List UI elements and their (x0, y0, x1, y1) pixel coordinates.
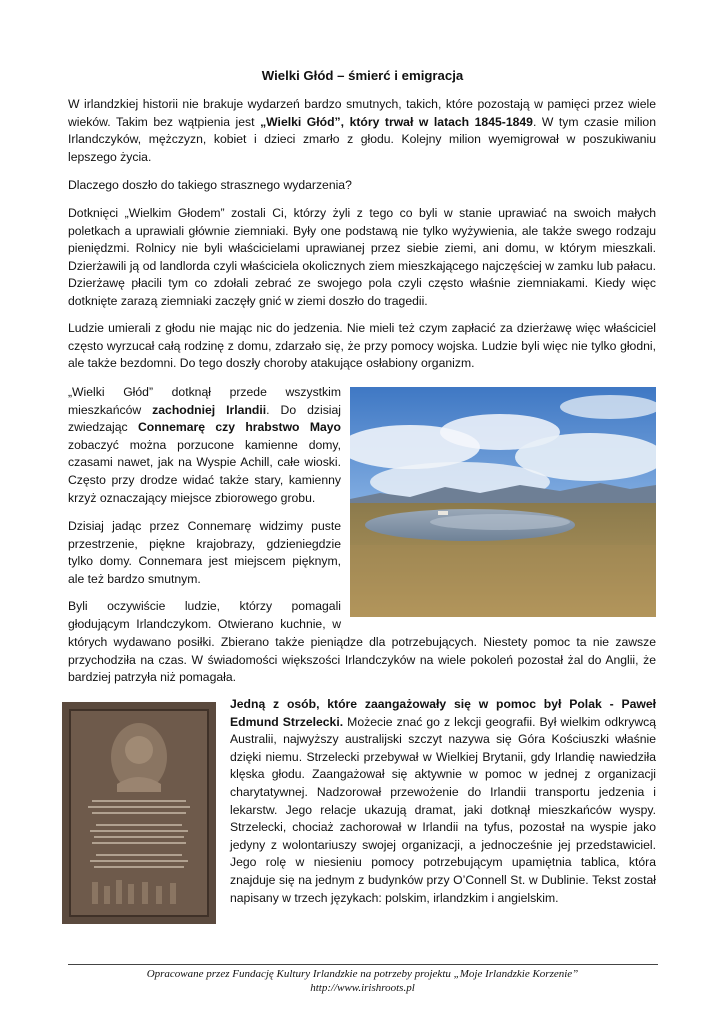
plaque-image (62, 702, 216, 924)
bold-text: „Wielki Głód”, który trwał w latach 1845-1849 (260, 114, 533, 129)
text-segment: Możecie znać go z lekcji geografii. Był wielkim odkrywcą Australii, najwyższy australijski szczyt nazywa się Góra Kościuszki właśnie dzięki niemu. Strzelecki przebywał w Wielkiej Brytanii, gdy Irlandię nawiedziła klęska głodu. Zaangażował się aktywnie w pomoc w jednej z organizacji charytatywnej. Nadzorował przewożenie do Irlandii transportu jedzenia i lekarstw. Jego relacje ukazują dramat, jaki dotknął mieszkańców wyspy. Strzelecki, chociaż zachorował w Irlandii na tyfus, pozostał na wyspie jako jedyny z wolontariuszy swojej organizacji, a jednocześnie jej przedstawiciel. Jego rolę w niesieniu pomocy potrzebującym upamiętnia tablica, która znajduje się na jednym z budynków przy O’Connell St. w Dublinie. Tekst został napisany w trzech językach: polskim, irlandzkim i angielskim. (230, 714, 656, 905)
paragraph-question: Dlaczego doszło do takiego strasznego wydarzenia? (68, 178, 352, 192)
footer-credit: Opracowane przez Fundację Kultury Irlandzkie na potrzeby projektu „Moje Irlandzkie Korzenie” (146, 968, 579, 980)
bold-text: Connemarę czy hrabstwo Mayo (137, 420, 341, 435)
text-segment: „Wielki Głód” dotknął przede wszystkim mieszkańców (68, 385, 341, 417)
landscape-photo (350, 387, 656, 617)
text-segment: . Do dzisiaj zwiedzając (68, 402, 341, 435)
bold-text: zachodniej Irlandii (152, 402, 267, 417)
footer-url[interactable]: http://www.irishroots.pl (310, 982, 415, 994)
paragraph-help-start: Byli oczywiście ludzie, którzy pomagali głodującym Irlandczykom. Otwierano kuchnie, w (68, 599, 341, 631)
footer-divider (68, 964, 658, 965)
plaque-photo (62, 702, 216, 924)
page-title: Wielki Głód – śmierć i emigracja (261, 68, 464, 83)
text-segment: zobaczyć można porzucone kamienne domy, czasami nawet, jak na Wyspie Achill, całe wioski. Często przy drodze widać także stary, kamienny krzyż oznaczający miejsce zbiorowego grobu. (68, 437, 341, 505)
paragraph-causes: Dotknięci „Wielkim Głodem” zostali Ci, którzy żyli z tego co byli w stanie uprawiać na swoich małych poletkach a uprawiali głównie ziemniaki. Były one podstawą nie tylko wyżywienia, ale także swego rodzaju pieniędzmi. Rolnicy nie byli właścicielami uprawianej przez siebie ziemi, ani domu, w którym mieszkali. Dzierżawili ją od landlorda czyli właściciela okolicznych ziem mieszkającego najczęściej w zamku lub pałacu. Dzierżawę płacili tym co zdołali zebrać ze swojego pola czyli często właśnie ziemniakami. Kiedy więc dotknięte zarazą ziemniaki zaczęły gnić w ziemi doszło do tragedii. (68, 206, 656, 308)
paragraph-consequences: Ludzie umierali z głodu nie mając nic do jedzenia. Nie mieli też czym zapłacić za dzierżawę więc właściciel często wyrzucał całą rodzinę z domu, zdarzało się, że przy pomocy wojska. Ludzie byli więc nie tylko głodni, ale także bezdomni. Do tego doszły choroby atakujące osłabiony organizm. (68, 321, 656, 371)
bold-text: Jedną z osób, które zaangażowały się w pomoc był Polak - Paweł Edmund Strzelecki. (230, 697, 656, 729)
paragraph-help-rest: których wydawano posiłki. Zbierano także pieniądze dla potrzebujących. Niestety pomoc ta nie zawsze przychodziła na czas. W świadomości większości Irlandczyków na wiele pokoleń pozostał żal do Anglii, że bardziej patrzyła niż pomagała. (68, 635, 656, 685)
paragraph-connemara: Dzisiaj jadąc przez Connemarę widzimy puste przestrzenie, piękne krajobrazy, gdzieniegdzie tylko domy. Connemara jest miejscem pięknym, ale też bardzo smutnym. (68, 519, 341, 586)
text-segment: W irlandzkiej historii nie brakuje wydarzeń bardzo smutnych, takich, które pozostają w pamięci przez wiele wieków. Takim bez wątpienia jest (68, 97, 656, 129)
paragraph-strzelecki (230, 696, 656, 907)
landscape-image (350, 387, 656, 617)
paragraph-intro (68, 96, 656, 166)
paragraph-west-ireland (68, 384, 341, 507)
text-segment: . W tym czasie milion Irlandczyków, mężczyzn, kobiet i dzieci zmarło z głodu. Kolejny milion wyemigrował w poszukiwaniu lepszego życia. (68, 114, 656, 164)
